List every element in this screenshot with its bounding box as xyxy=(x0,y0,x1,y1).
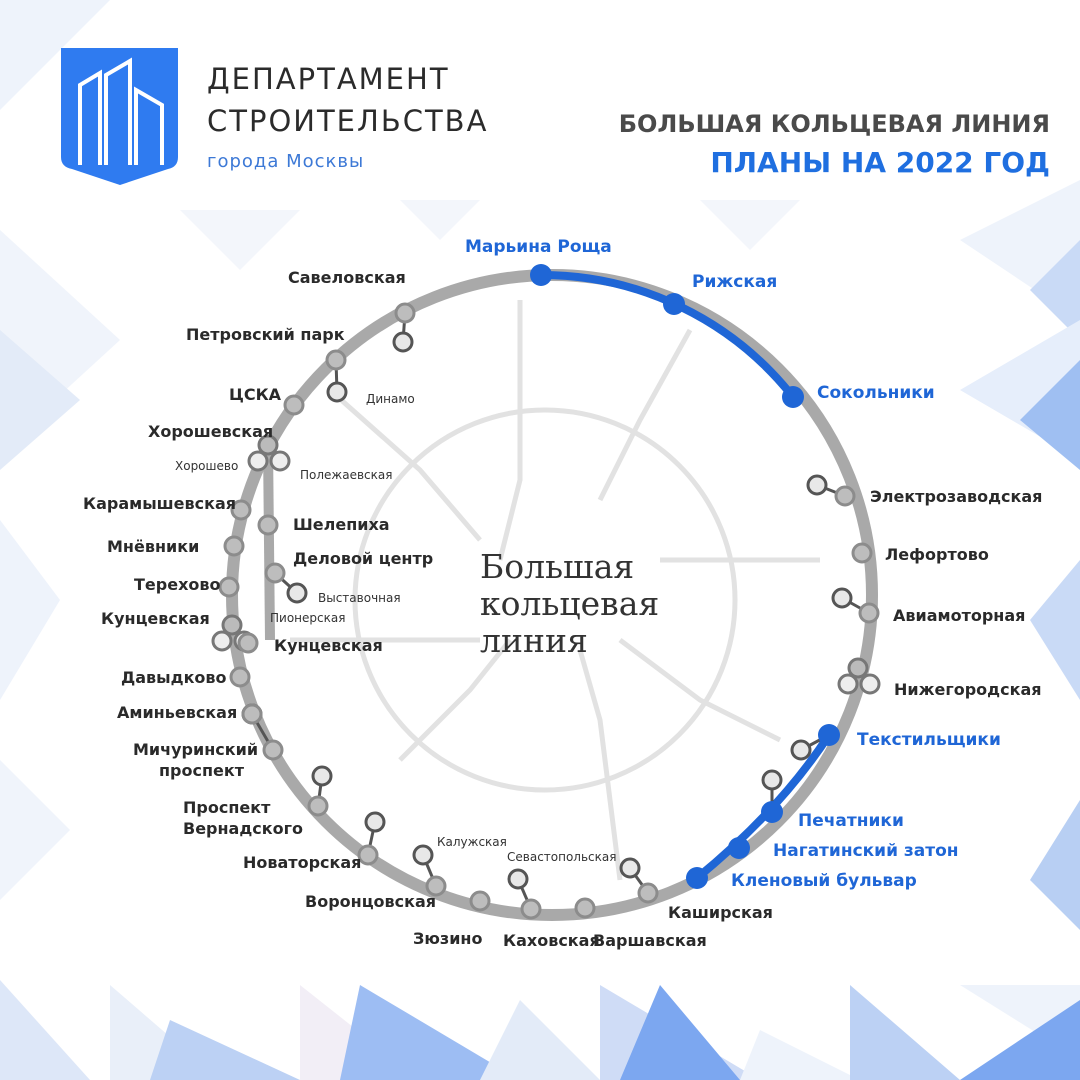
station-32-node xyxy=(239,634,257,652)
station-14-label: Каховская xyxy=(503,931,600,950)
station-3-node xyxy=(782,386,804,408)
transfer-label-1: Динамо xyxy=(366,392,415,406)
station-26-node-c xyxy=(249,452,267,470)
station-23-node xyxy=(220,578,238,596)
station-9-transfer-node xyxy=(763,771,781,789)
station-29-node xyxy=(396,304,414,322)
station-10-node xyxy=(728,837,750,859)
station-18-label-line2: Вернадского xyxy=(183,819,303,838)
station-9-node xyxy=(761,801,783,823)
station-8-transfer-node xyxy=(792,741,810,759)
station-15-node xyxy=(471,892,489,910)
station-31-transfer-node xyxy=(288,584,306,602)
station-28-transfer-node xyxy=(328,383,346,401)
station-18-label: Проспект xyxy=(183,798,271,817)
center-label-line2: кольцевая xyxy=(480,584,660,623)
transfer-label-6: Калужская xyxy=(437,835,507,849)
station-19-label: Мичуринский xyxy=(133,740,259,759)
station-9-label: Печатники xyxy=(798,811,904,831)
station-2-label: Рижская xyxy=(692,272,778,292)
transfer-label-5: Пионерская xyxy=(270,611,346,625)
station-30-node xyxy=(259,516,277,534)
station-11-label: Кленовый бульвар xyxy=(731,871,917,891)
station-4-label: Электрозаводская xyxy=(870,487,1043,506)
station-1-label: Марьина Роща xyxy=(465,237,612,257)
transfer-label-7: Севастопольская xyxy=(507,850,617,864)
station-4-node xyxy=(836,487,854,505)
station-6-transfer-node xyxy=(833,589,851,607)
station-24-node xyxy=(225,537,243,555)
center-label-line1: Большая xyxy=(480,547,635,586)
station-8-node xyxy=(818,724,840,746)
transfer-label-3: Полежаевская xyxy=(300,468,393,482)
station-27-node xyxy=(285,396,303,414)
station-12-label: Каширская xyxy=(668,903,773,922)
station-19-label-line2: проспект xyxy=(159,761,245,780)
page-subtitle: ПЛАНЫ НА 2022 ГОД xyxy=(710,146,1050,179)
station-12-transfer-node xyxy=(621,859,639,877)
station-14-transfer-node xyxy=(509,870,527,888)
station-17-transfer-node xyxy=(366,813,384,831)
page-title: БОЛЬШАЯ КОЛЬЦЕВАЯ ЛИНИЯ xyxy=(618,110,1050,138)
station-1-node xyxy=(530,264,552,286)
station-22-node-c xyxy=(213,632,231,650)
station-29-transfer-node xyxy=(394,333,412,351)
station-28-label: Петровский парк xyxy=(186,325,345,344)
station-28-node xyxy=(327,351,345,369)
station-21-node xyxy=(231,668,249,686)
station-5-label: Лефортово xyxy=(885,545,989,564)
station-24-label: Мнёвники xyxy=(107,537,200,556)
station-27-label: ЦСКА xyxy=(229,385,282,404)
station-13-node xyxy=(576,899,594,917)
station-11-node xyxy=(686,867,708,889)
station-29-label: Савеловская xyxy=(288,268,406,287)
station-25-label: Карамышевская xyxy=(83,494,237,513)
station-18-node xyxy=(309,797,327,815)
station-32-label: Кунцевская xyxy=(274,636,383,655)
station-12-node xyxy=(639,884,657,902)
station-31-label: Деловой центр xyxy=(293,549,434,568)
station-3-label: Сокольники xyxy=(817,383,935,403)
station-26-node-b xyxy=(271,452,289,470)
station-16-transfer-node xyxy=(414,846,432,864)
station-20-node xyxy=(243,705,261,723)
station-6-node xyxy=(860,604,878,622)
station-17-node xyxy=(359,846,377,864)
org-name-line1: ДЕПАРТАМЕНТ xyxy=(207,62,450,96)
org-name-line2: СТРОИТЕЛЬСТВА xyxy=(207,104,489,138)
station-7-node-b xyxy=(861,675,879,693)
transfer-label-2: Хорошево xyxy=(175,459,239,473)
station-31-node xyxy=(266,564,284,582)
station-10-label: Нагатинский затон xyxy=(773,841,959,861)
station-21-label: Давыдково xyxy=(121,668,227,687)
station-15-label: Зюзино xyxy=(413,929,483,948)
station-17-label: Новаторская xyxy=(243,853,362,872)
station-22-label: Кунцевская xyxy=(101,609,210,628)
center-label-line3: линия xyxy=(480,621,588,660)
station-7-label: Нижегородская xyxy=(894,680,1042,699)
station-7-node-c xyxy=(839,675,857,693)
station-14-node xyxy=(522,900,540,918)
transfer-label-4: Выставочная xyxy=(318,591,401,605)
station-19-node xyxy=(264,741,282,759)
station-30-label: Шелепиха xyxy=(293,515,390,534)
station-4-transfer-node xyxy=(808,476,826,494)
station-20-label: Аминьевская xyxy=(117,703,238,722)
station-13-label: Варшавская xyxy=(593,931,707,950)
station-2-node xyxy=(663,293,685,315)
station-23-label: Терехово xyxy=(134,575,221,594)
station-6-label: Авиамоторная xyxy=(893,606,1026,625)
org-name-line3: города Москвы xyxy=(207,151,365,172)
station-26-label: Хорошевская xyxy=(148,422,274,441)
station-16-label: Воронцовская xyxy=(305,892,437,911)
station-18-transfer-node xyxy=(313,767,331,785)
station-8-label: Текстильщики xyxy=(857,730,1001,750)
station-5-node xyxy=(853,544,871,562)
